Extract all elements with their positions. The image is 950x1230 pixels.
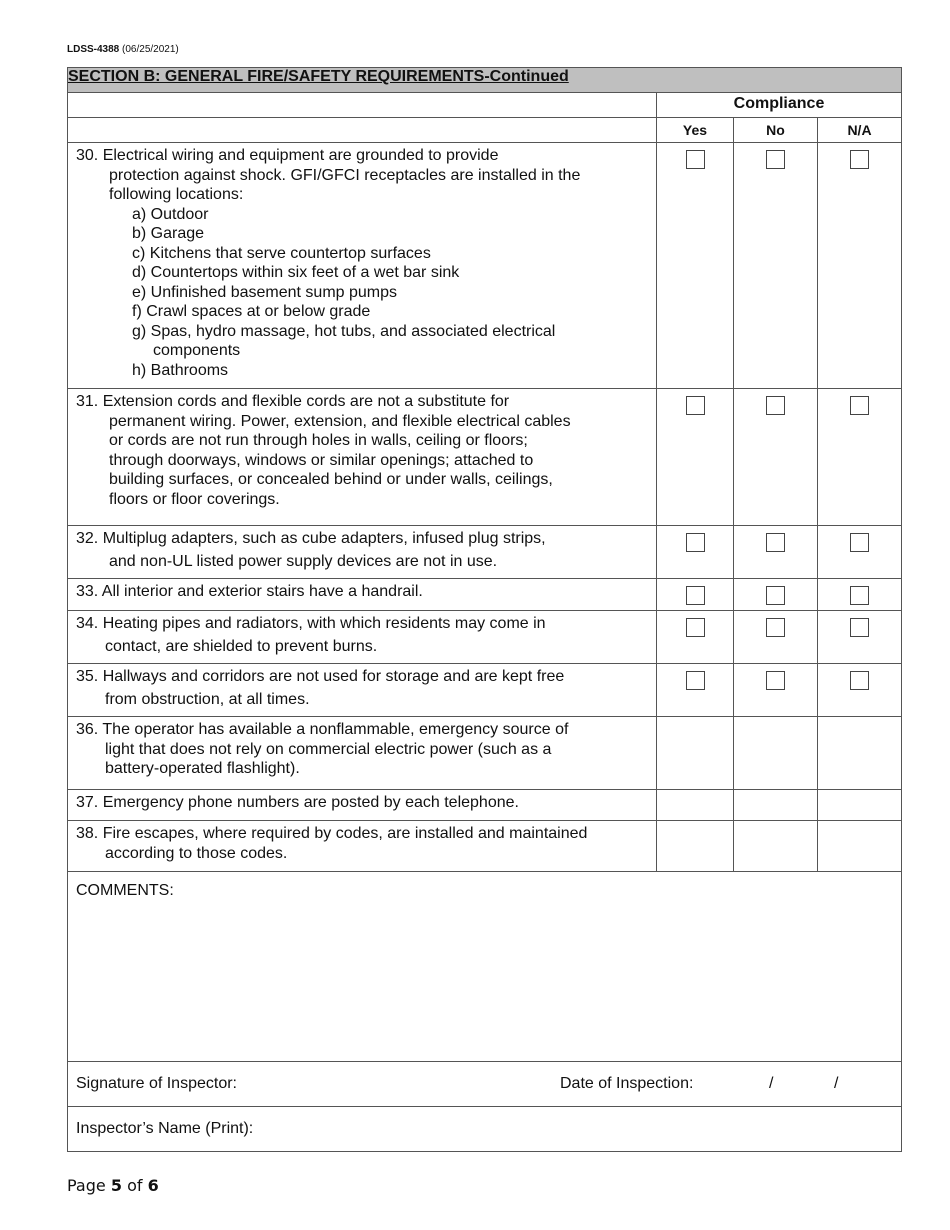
question-row-35 [68, 664, 902, 717]
question-row-34 [68, 611, 902, 664]
fire-safety-table [67, 67, 902, 1152]
inspector-name-row [68, 1107, 902, 1152]
q35-line: 35. Hallways and corridors are not used for storage and are kept free [76, 668, 565, 685]
date-of-inspection-label: Date of Inspection: [560, 1075, 694, 1092]
page-total: 6 [147, 1176, 159, 1195]
na-cell [818, 579, 902, 611]
q31-yes-checkbox[interactable] [686, 396, 705, 415]
q32-line: 32. Multiplug adapters, such as cube adapters, infused plug strips, [76, 530, 546, 547]
q30-no-checkbox[interactable] [766, 150, 785, 169]
na-cell [818, 717, 902, 790]
signature-row [68, 1062, 902, 1107]
column-header-row [68, 118, 902, 143]
q32-yes-checkbox[interactable] [686, 533, 705, 552]
na-cell [818, 611, 902, 664]
page-of: of [127, 1176, 143, 1195]
q30-na-checkbox[interactable] [850, 150, 869, 169]
inspector-name-label: Inspector’s Name (Print): [76, 1120, 254, 1137]
question-35 [68, 664, 657, 717]
q34-na-checkbox[interactable] [850, 618, 869, 637]
question-38 [68, 821, 657, 872]
yes-cell [657, 717, 734, 790]
blank-cell [68, 118, 657, 143]
question-36 [68, 717, 657, 790]
no-cell [734, 389, 818, 526]
q38-line: 38. Fire escapes, where required by codes, are installed and maintained [76, 825, 588, 842]
yes-cell [657, 579, 734, 611]
q37-line: 37. Emergency phone numbers are posted by each telephone. [76, 794, 519, 811]
form-id [67, 44, 179, 55]
question-row-32 [68, 526, 902, 579]
yes-cell [657, 821, 734, 872]
na-cell [818, 526, 902, 579]
q34-line: contact, are shielded to prevent burns. [105, 637, 378, 655]
inspector-name-field[interactable] [68, 1107, 902, 1152]
q30-line: 30. Electrical wiring and equipment are grounded to provide [76, 147, 499, 164]
q31-line: through doorways, windows or similar openings; attached to [109, 451, 534, 469]
q31-line: floors or floor coverings. [109, 490, 280, 508]
q31-na-checkbox[interactable] [850, 396, 869, 415]
na-cell [818, 821, 902, 872]
no-cell [734, 526, 818, 579]
na-cell [818, 664, 902, 717]
compliance-heading: Compliance [657, 93, 902, 118]
q30-item-d: d) Countertops within six feet of a wet bar sink [132, 264, 460, 281]
q31-line: or cords are not run through holes in walls, ceiling or floors; [109, 432, 528, 449]
q36-line: battery-operated flashlight). [105, 760, 300, 777]
yes-cell [657, 611, 734, 664]
no-cell [734, 664, 818, 717]
na-column-header: N/A [818, 118, 902, 143]
q31-no-checkbox[interactable] [766, 396, 785, 415]
no-cell [734, 821, 818, 872]
comments-row [68, 872, 902, 1062]
yes-cell [657, 790, 734, 821]
yes-cell [657, 143, 734, 389]
q32-no-checkbox[interactable] [766, 533, 785, 552]
q32-na-checkbox[interactable] [850, 533, 869, 552]
question-row-31 [68, 389, 902, 526]
q31-line: permanent wiring. Power, extension, and flexible electrical cables [109, 412, 571, 430]
signature-field[interactable] [68, 1062, 902, 1107]
q33-line: 33. All interior and exterior stairs have a handrail. [76, 583, 423, 600]
q30-line: protection against shock. GFI/GFCI receptacles are installed in the [109, 166, 581, 184]
q30-item-g-cont: components [153, 342, 241, 359]
q34-yes-checkbox[interactable] [686, 618, 705, 637]
section-title: SECTION B: GENERAL FIRE/SAFETY REQUIREMENTS-Continued [68, 68, 902, 93]
na-cell [818, 790, 902, 821]
q34-no-checkbox[interactable] [766, 618, 785, 637]
na-cell [818, 389, 902, 526]
yes-cell [657, 526, 734, 579]
question-row-38 [68, 821, 902, 872]
q30-line: following locations: [109, 186, 244, 203]
q30-item-g: g) Spas, hydro massage, hot tubs, and associated electrical [132, 322, 556, 340]
compliance-row [68, 93, 902, 118]
form-number: LDSS-4388 [67, 44, 120, 55]
q30-item-e: e) Unfinished basement sump pumps [132, 283, 398, 301]
q33-no-checkbox[interactable] [766, 586, 785, 605]
question-row-30 [68, 143, 902, 389]
na-cell [818, 143, 902, 389]
page-current: 5 [110, 1176, 122, 1195]
question-row-36 [68, 717, 902, 790]
date-separator: / [769, 1075, 774, 1092]
yes-cell [657, 389, 734, 526]
q35-line: from obstruction, at all times. [105, 690, 310, 708]
no-cell [734, 611, 818, 664]
q31-line: building surfaces, or concealed behind or under walls, ceilings, [109, 471, 553, 488]
q31-line: 31. Extension cords and flexible cords are not a substitute for [76, 393, 510, 410]
date-separator: / [834, 1075, 839, 1092]
question-row-37 [68, 790, 902, 821]
q35-no-checkbox[interactable] [766, 671, 785, 690]
question-37 [68, 790, 657, 821]
q30-item-a: a) Outdoor [132, 205, 209, 223]
q30-item-h: h) Bathrooms [132, 361, 229, 379]
no-cell [734, 790, 818, 821]
question-30 [68, 143, 657, 389]
comments-field[interactable] [68, 872, 902, 1062]
q33-yes-checkbox[interactable] [686, 586, 705, 605]
page-number [67, 1176, 159, 1195]
yes-cell [657, 664, 734, 717]
q32-line: and non-UL listed power supply devices are not in use. [109, 552, 498, 570]
no-column-header: No [734, 118, 818, 143]
question-33 [68, 579, 657, 611]
q33-na-checkbox[interactable] [850, 586, 869, 605]
question-31 [68, 389, 657, 526]
blank-cell [68, 93, 657, 118]
q36-line: light that does not rely on commercial electric power (such as a [105, 740, 552, 758]
no-cell [734, 579, 818, 611]
q30-item-c: c) Kitchens that serve countertop surfaces [132, 244, 431, 262]
no-cell [734, 143, 818, 389]
q36-line: 36. The operator has available a nonflammable, emergency source of [76, 721, 569, 738]
question-32 [68, 526, 657, 579]
question-row-33 [68, 579, 902, 611]
yes-column-header: Yes [657, 118, 734, 143]
q30-item-f: f) Crawl spaces at or below grade [132, 303, 371, 320]
signature-label: Signature of Inspector: [76, 1075, 237, 1092]
q35-na-checkbox[interactable] [850, 671, 869, 690]
section-header-row [68, 68, 902, 93]
q30-item-b: b) Garage [132, 225, 205, 242]
question-34 [68, 611, 657, 664]
q38-line: according to those codes. [105, 844, 288, 862]
form-date: (06/25/2021) [122, 44, 179, 55]
q34-line: 34. Heating pipes and radiators, with which residents may come in [76, 615, 546, 632]
q35-yes-checkbox[interactable] [686, 671, 705, 690]
page-prefix: Page [67, 1176, 106, 1195]
no-cell [734, 717, 818, 790]
comments-label: COMMENTS: [76, 882, 174, 899]
q30-yes-checkbox[interactable] [686, 150, 705, 169]
